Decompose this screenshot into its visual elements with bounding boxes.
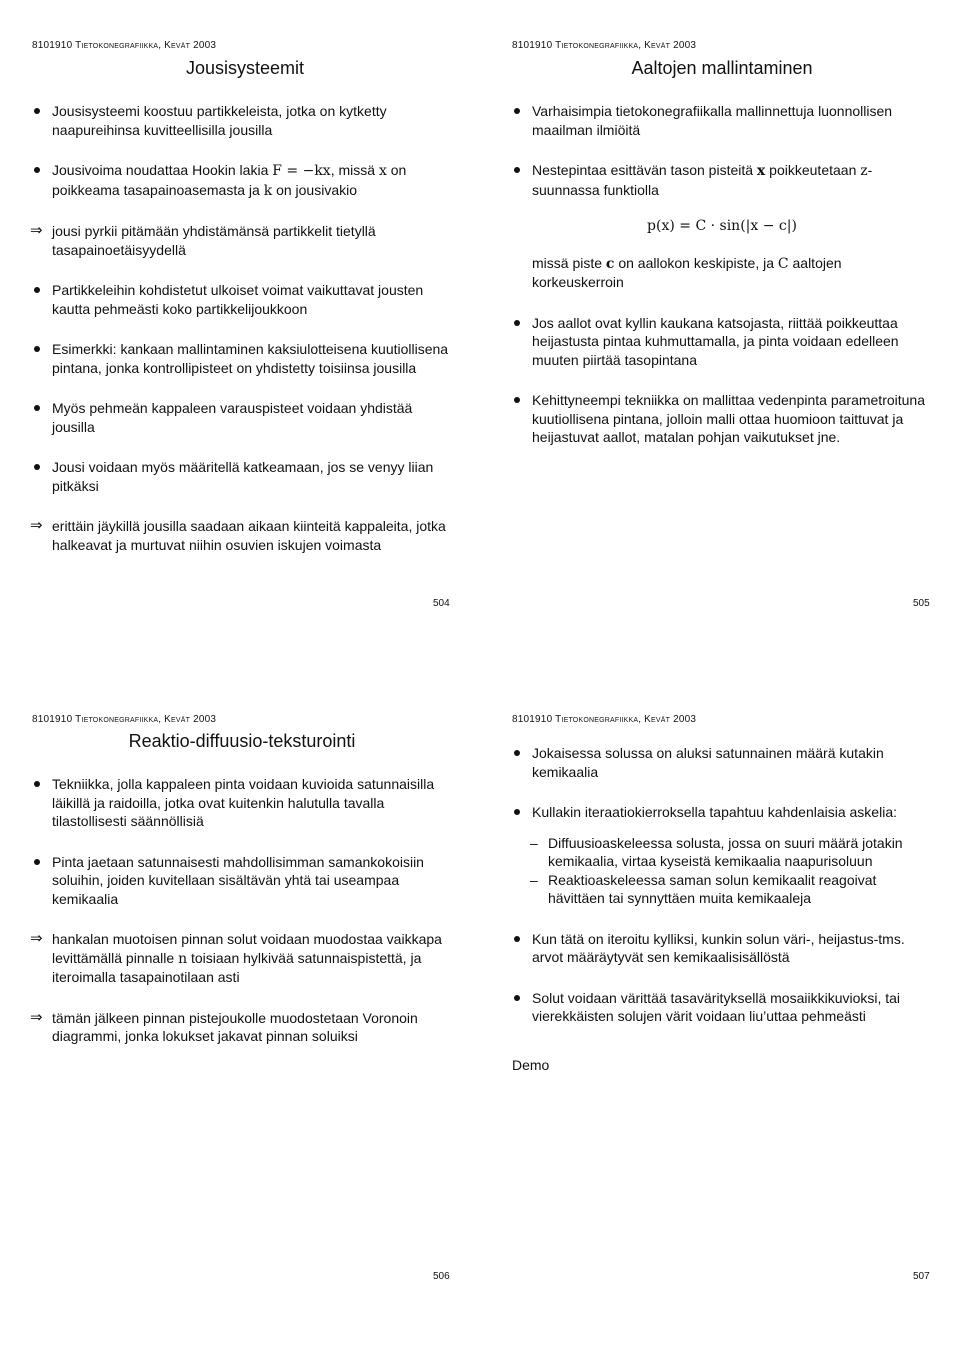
slide-header: 8101910 Tietokonegrafiikka, Kevät 2003	[32, 714, 217, 725]
sub-list-item: – Reaktioaskeleessa saman solun kemikaalit reagoivat hävittäen tai synnyttäen muita kemikaaleja	[530, 871, 877, 906]
slide-content	[512, 102, 932, 469]
slide-header: 8101910 Tietokonegrafiikka, Kevät 2003	[512, 40, 697, 51]
list-item: Kun tätä on iteroitu kylliksi, kunkin solun väri-, heijastus-tms. arvot määräytyvät sen kemikaalisisällöstä	[512, 930, 932, 967]
list-item: Tekniikka, jolla kappaleen pinta voidaan kuvioida satunnaisilla läikillä ja raidoilla, jotka ovat kuitenkin halutulla tavalla tilastollisesti säännöllisiä	[32, 775, 452, 831]
list-item: Pinta jaetaan satunnaisesti mahdollisimman samankokoisiin soluihin, joiden kuvitellaan sisältävän yhtä tai useampaa kemikaalia	[32, 853, 452, 909]
dash-icon: –	[530, 834, 538, 851]
slide-505	[480, 0, 960, 674]
list-item: Nestepintaa esittävän tason pisteitä x poikkeutetaan z-suunnassa funktiolla	[512, 161, 932, 199]
slide-506	[0, 674, 480, 1348]
bullet-icon	[514, 750, 520, 756]
implication-item: ⇒ jousi pyrkii pitämään yhdistämänsä partikkelit tietyllä tasapainoetäisyydellä	[30, 222, 376, 258]
list-item: Esimerkki: kankaan mallintaminen kaksiulotteisena kuutiollisena pintana, jonka kontrollipisteet on yhdistetty toisiinsa jousilla	[32, 340, 452, 377]
bullet-icon	[34, 464, 40, 470]
bullet-icon	[34, 287, 40, 293]
list-item: Solut voidaan värittää tasavärityksellä mosaiikkikuvioksi, tai vierekkäisten solujen värit voidaan liu’uttaa pehmeästi	[512, 989, 932, 1026]
page-number: 507	[913, 1271, 930, 1282]
bullet-icon	[514, 936, 520, 942]
bullet-icon	[514, 995, 520, 1001]
slide-content	[32, 102, 452, 576]
bullet-icon	[34, 346, 40, 352]
bullet-icon	[514, 320, 520, 326]
dash-icon: –	[530, 871, 538, 888]
slide-header: 8101910 Tietokonegrafiikka, Kevät 2003	[512, 714, 697, 725]
formula-explanation: missä piste c on aallokon keskipiste, ja C aaltojen korkeuskerroin	[532, 254, 842, 290]
bullet-icon	[34, 781, 40, 787]
implies-arrow-icon: ⇒	[30, 517, 43, 534]
bullet-icon	[34, 405, 40, 411]
implies-arrow-icon: ⇒	[30, 222, 43, 239]
hooke-formula: F = −kx	[272, 163, 331, 179]
slide-content	[512, 744, 932, 1074]
slide-content	[32, 775, 452, 1068]
page-number: 506	[433, 1271, 450, 1282]
implication-item: ⇒ erittäin jäykillä jousilla saadaan aikaan kiinteitä kappaleita, jotka halkeavat ja murtuvat niihin osuvien iskujen voimasta	[30, 517, 446, 553]
list-item: Jos aallot ovat kyllin kaukana katsojasta, riittää poikkeuttaa heijastusta pintaa kuhmuttamalla, ja pinta voidaan edelleen muuten piirtää tasopintana	[512, 314, 932, 370]
bullet-icon	[34, 108, 40, 114]
list-item: Varhaisimpia tietokonegrafiikalla mallinnettuja luonnollisen maailman ilmiöitä	[512, 102, 932, 139]
wave-formula: p(x) = C · sin(|x − c|)	[647, 218, 797, 234]
slide-507	[480, 674, 960, 1348]
demo-label: Demo	[512, 1056, 550, 1073]
bullet-icon	[34, 167, 40, 173]
bullet-icon	[514, 397, 520, 403]
implication-item: ⇒ tämän jälkeen pinnan pistejoukolle muodostetaan Voronoin diagrammi, jonka lokukset jakavat pinnan soluiksi	[30, 1008, 418, 1044]
page-number: 504	[433, 598, 450, 609]
implies-arrow-icon: ⇒	[30, 930, 43, 947]
implies-arrow-icon: ⇒	[30, 1008, 43, 1026]
slide-title: Reaktio-diffuusio-teksturointi	[128, 731, 356, 751]
list-item: Kehittyneempi tekniikka on mallittaa vedenpinta parametroituna kuutiollisena pintana, jolloin malli ottaa huomioon taittuvat ja heijastuvat aallot, matalan pohjan vaikutukset jne.	[512, 391, 932, 447]
list-item: Myös pehmeän kappaleen varauspisteet voidaan yhdistää jousilla	[32, 399, 452, 436]
bullet-icon	[514, 809, 520, 815]
list-item: Partikkeleihin kohdistetut ulkoiset voimat vaikuttavat jousten kautta pehmeästi koko partikkelijoukkoon	[32, 281, 452, 318]
list-item: Jokaisessa solussa on aluksi satunnainen määrä kutakin kemikaalia	[512, 744, 932, 781]
bullet-icon	[514, 108, 520, 114]
list-item: Jousi voidaan myös määritellä katkeamaan, jos se venyy liian pitkäksi	[32, 458, 452, 495]
list-item: Kullakin iteraatiokierroksella tapahtuu kahdenlaisia askelia:	[512, 803, 932, 822]
slide-header: 8101910 Tietokonegrafiikka, Kevät 2003	[32, 40, 217, 51]
slide-title: Aaltojen mallintaminen	[631, 58, 813, 78]
bullet-icon	[34, 859, 40, 865]
list-item: Jousisysteemi koostuu partikkeleista, jotka on kytketty naapureihinsa kuvitteellisilla jousilla	[32, 102, 452, 139]
implication-item: ⇒ hankalan muotoisen pinnan solut voidaan muodostaa vaikkapa levittämällä pinnalle n toisiaan hylkivää satunnaispistettä, ja iteroimalla tasapainotilaan asti	[30, 930, 442, 985]
page-number: 505	[913, 598, 930, 609]
list-item: Jousivoima noudattaa Hookin lakia F = −kx, missä x on poikkeama tasapainoasemasta ja k on jousivakio	[32, 161, 452, 200]
slide-504	[0, 0, 480, 674]
bullet-icon	[514, 167, 520, 173]
slide-title: Jousisysteemit	[185, 58, 305, 78]
sub-list-item: – Diffuusioaskeleessa solusta, jossa on suuri määrä jotakin kemikaalia, virtaa kyseistä kemikaalia naapurisoluun	[530, 834, 903, 869]
